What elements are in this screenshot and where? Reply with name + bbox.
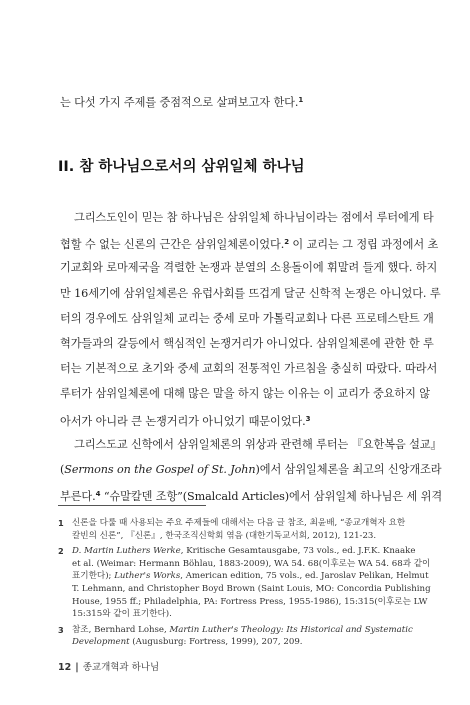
footnote-line <box>72 570 429 583</box>
footnote-line: T. Lehmann, and Christopher Boyd Brown (Saint Louis, MO: Concordia Publishing <box>72 583 431 594</box>
line-text: 이 교리는 그 정립 과정에서 초 <box>288 238 439 252</box>
paragraph-line: 터의 경우에도 삼위일체 교리는 중세 로마 가톨릭교회나 다른 프로테스탄트 개 <box>60 311 434 325</box>
footnote-line <box>72 545 416 558</box>
footnote-line: 15:315와 같이 표기한다). <box>72 609 172 620</box>
paragraph-line: 그리스도교 신학에서 삼위일체론의 위상과 관련해 루터는 『요한복음 설교』 <box>74 438 442 451</box>
footnote-line: House, 1955 ff.; Philadelphia, PA: Fortress Press, 1955-1986), 15:315(이후로는 LW <box>72 596 428 607</box>
footnote-text: 표기한다); <box>72 571 115 582</box>
work-title-italic: Martin Luther's Theology: Its Historical and Systematic <box>169 624 413 635</box>
line-text: ( <box>60 463 65 477</box>
section-heading: II. 참 하나님으로서의 삼위일체 하나님 <box>58 159 305 175</box>
footnote-text: (Augusburg: Fortress, 1999), 207, 209. <box>129 637 303 648</box>
intro-text: 는 다섯 가지 주제를 중점적으로 살펴보고자 한다. <box>60 96 299 109</box>
footnote-ref-4[interactable]: 4 <box>95 490 101 499</box>
line-text: 부른다. <box>60 490 96 504</box>
footnotes <box>58 517 431 649</box>
paragraph-2 <box>60 432 443 508</box>
footnote-line: 신론을 다룰 때 사용되는 주요 주제들에 대해서는 다음 글 참조, 최윤배, “종교개혁자 요한 <box>72 518 406 528</box>
footnote-ref-1[interactable]: 1 <box>298 96 304 104</box>
footnote-text: 참조, Bernhard Lohse, <box>72 624 170 635</box>
paragraph-line: 터는 기본적으로 초기와 중세 교회의 전통적인 가르침을 충실히 따랐다. 따라서 <box>60 362 438 376</box>
paragraph-line <box>60 482 443 507</box>
page-footer <box>58 659 159 673</box>
footnote-1 <box>58 517 412 542</box>
footnote-divider <box>58 505 206 506</box>
footnote-ref-2[interactable]: 2 <box>284 238 289 247</box>
footnote-line: 칼빈의 신론”, 『신론』, 한국조직신학회 엮음 (대한기독교서회, 2012), 121-23. <box>72 530 377 541</box>
footnote-line <box>72 636 412 649</box>
line-text: 아서가 아니라 큰 논쟁거리가 아니었기 때문이었다. <box>60 414 306 428</box>
footnote-number: 3 <box>58 624 64 635</box>
paragraph-line: 만 16세기에 삼위일체론은 유럽사회를 뜨겁게 달군 신학적 논쟁은 아니었다. 루 <box>60 286 441 300</box>
paragraph-line <box>60 407 412 432</box>
work-title-italic: D. Martin Luthers Werke <box>72 546 181 557</box>
footnote-2 <box>58 545 431 621</box>
footer-separator: | <box>75 662 79 673</box>
line-text: “슈말칼덴 조항”(Smalcald Articles)에서 삼위일체 하나님은 세 위격 <box>103 490 443 504</box>
footnote-number: 1 <box>58 518 64 528</box>
footnote-3 <box>58 624 412 649</box>
paragraph-line: 그리스도인이 믿는 참 하나님은 삼위일체 하나님이라는 점에서 루터에게 타 <box>74 211 434 224</box>
footnote-text: , American edition, 75 vols., ed. Jaroslav Pelikan, Helmut <box>180 571 429 582</box>
footnote-text: , Kritische Gesamtausgabe, 73 vols., ed. J.F.K. Knaake <box>180 546 416 557</box>
paragraph-line: 루터가 삼위일체론에 대해 많은 말을 하지 않는 이유는 이 교리가 중요하지 않 <box>60 387 430 401</box>
paragraph-line <box>60 230 439 255</box>
paragraph-line: 혁가들과의 갈등에서 핵심적인 논쟁거리가 아니었다. 삼위일체론에 관한 한 루 <box>60 336 434 350</box>
line-text: )에서 삼위일체론을 최고의 신앙개조라 <box>255 463 442 477</box>
footnote-line: et al. (Weimar: Hermann Böhlau, 1883-2009), WA 54. 68(이후로는 WA 54. 68과 같이 <box>72 558 431 569</box>
running-title: 종교개혁과 하나님 <box>82 662 160 673</box>
footnote-line <box>72 624 412 637</box>
page-number: 12 <box>58 662 72 673</box>
book-title-italic: Sermons on the Gospel of St. John <box>64 463 256 477</box>
intro-line <box>60 92 412 111</box>
line-text: 협할 수 없는 신론의 근간은 삼위일체론이었다. <box>60 238 285 252</box>
footnote-ref-3[interactable]: 3 <box>305 414 311 423</box>
footnote-number: 2 <box>58 546 64 557</box>
paragraph-line: 기교회와 로마제국을 격렬한 논쟁과 분열의 소용돌이에 휘말려 들게 했다. 하지 <box>60 261 438 275</box>
work-title-italic: Development <box>72 637 130 648</box>
paragraph-1 <box>60 205 441 432</box>
work-title-italic: Luther's Works <box>114 571 181 582</box>
paragraph-line <box>60 457 442 482</box>
